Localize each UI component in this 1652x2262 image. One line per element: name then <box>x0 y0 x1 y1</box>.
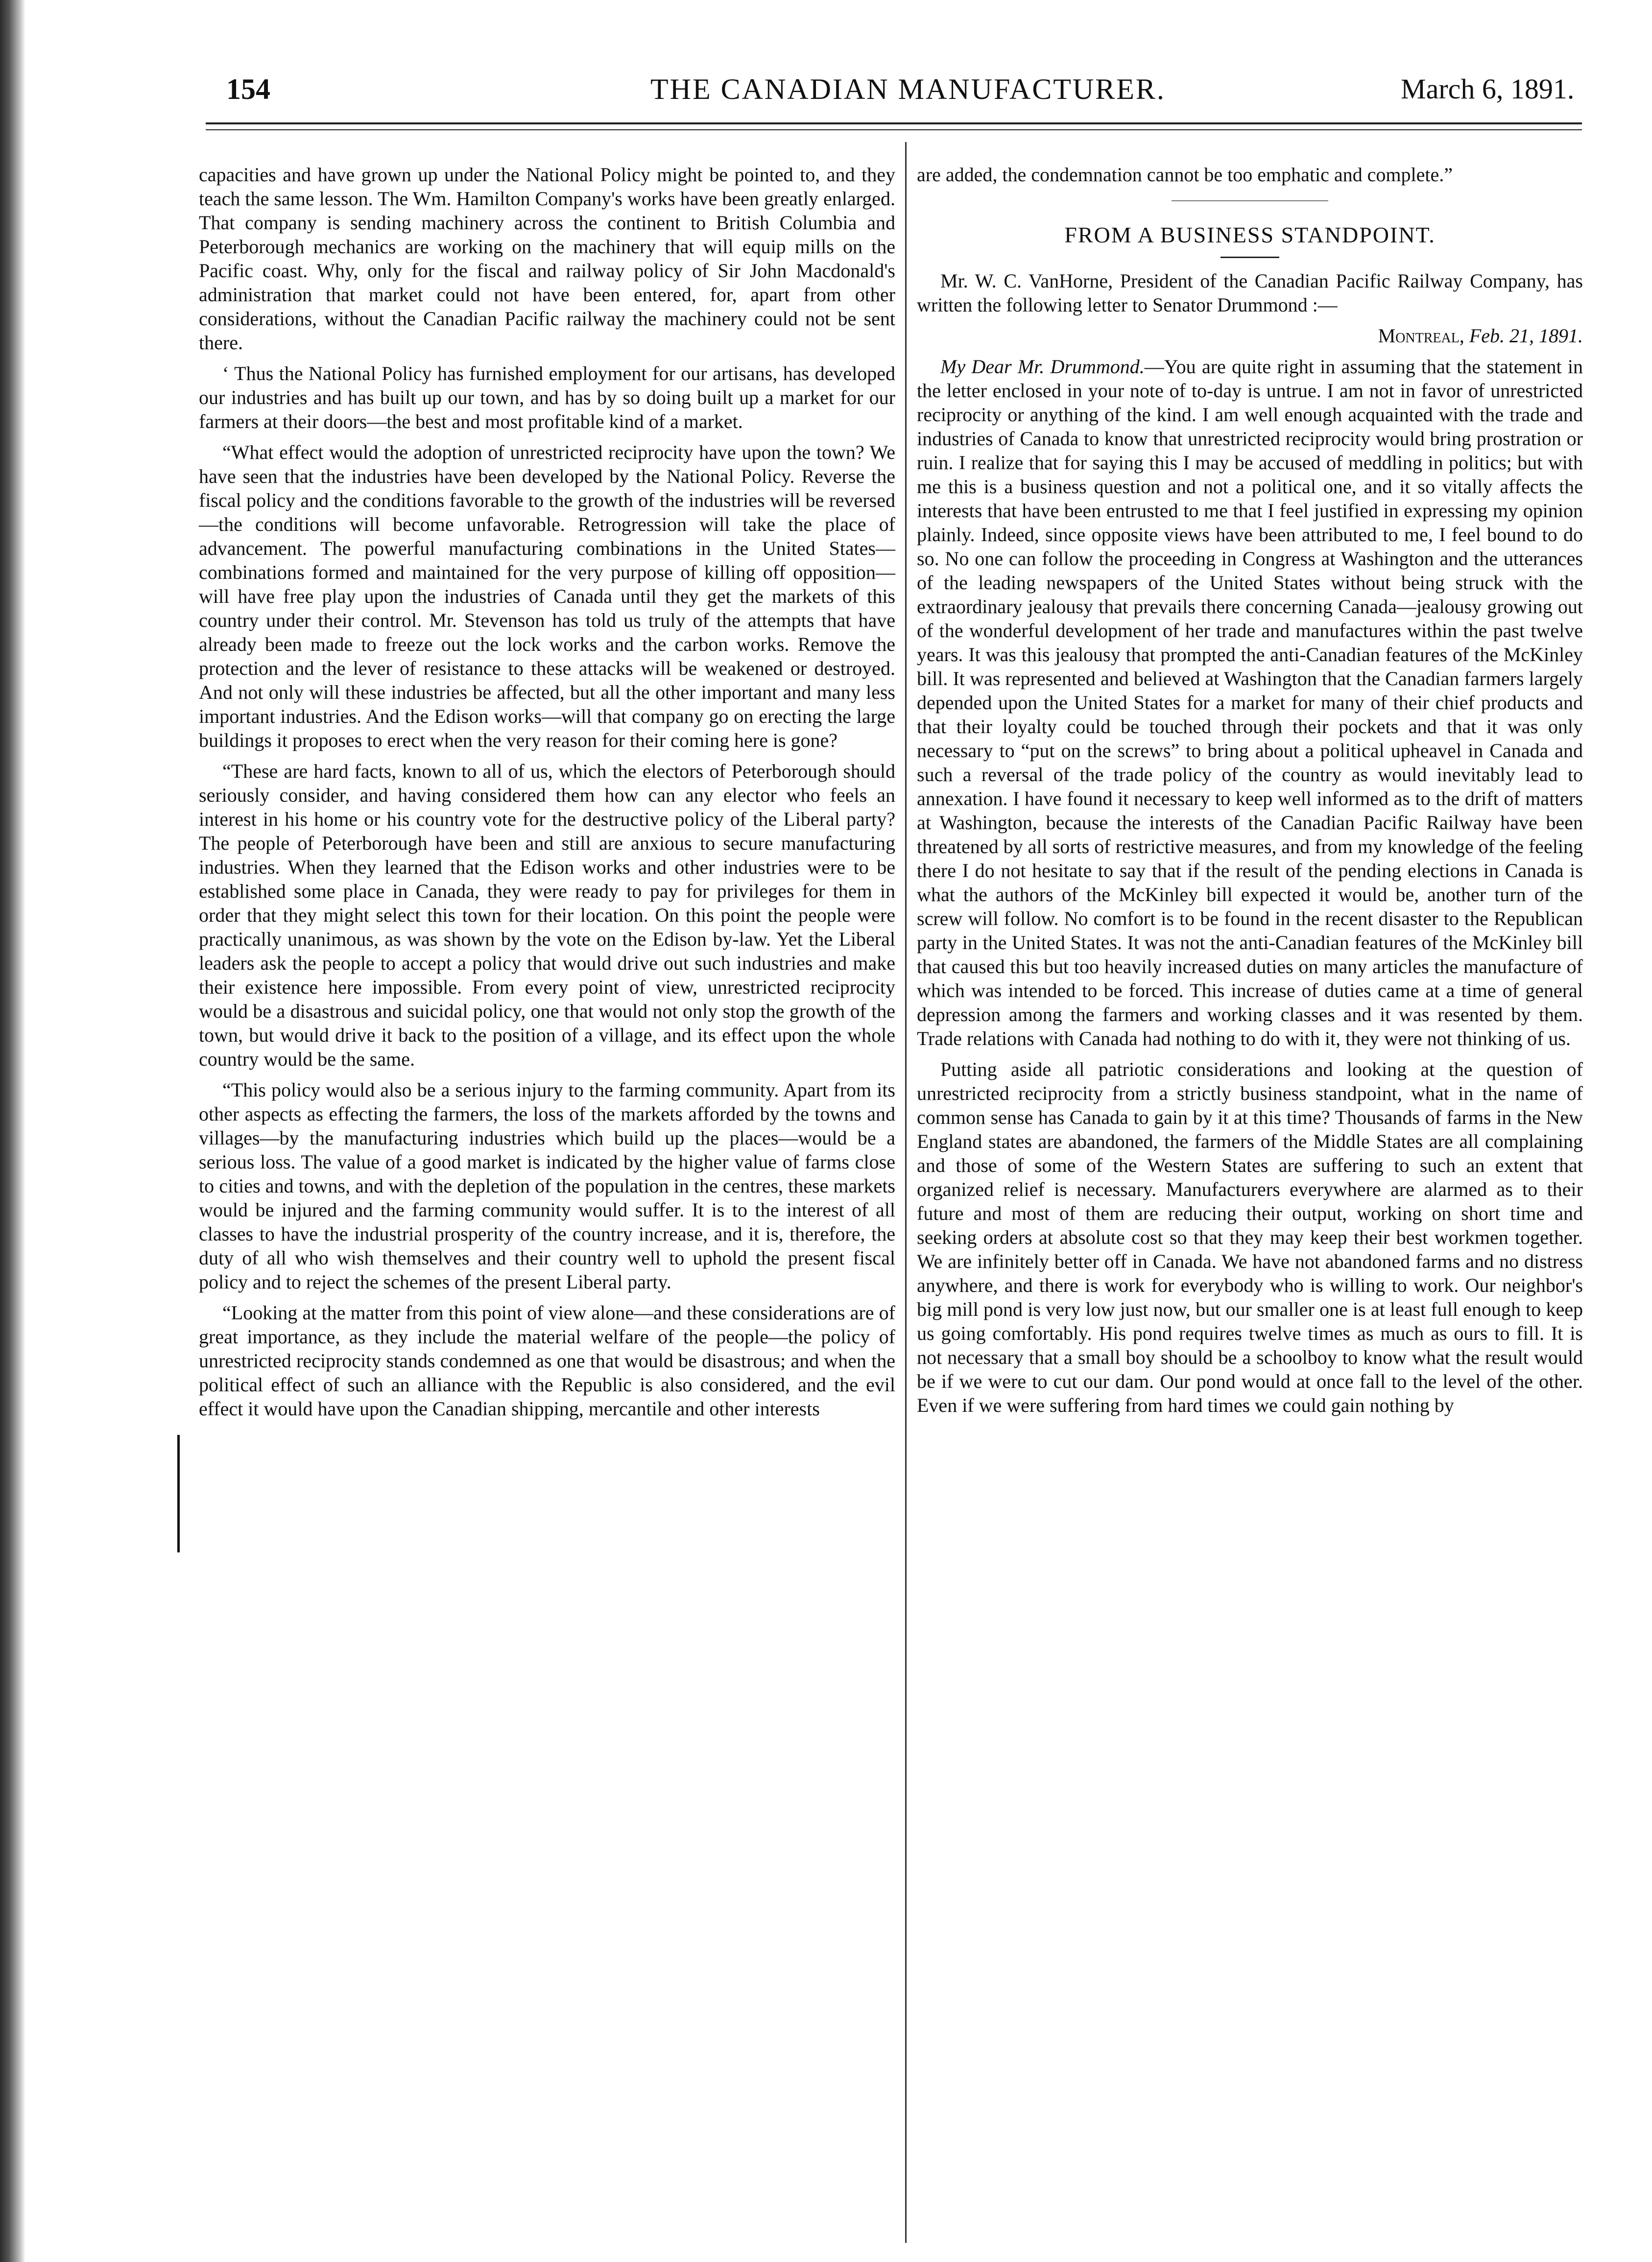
left-paragraph-5: “This policy would also be a serious injury to the farming community. Apart from its other aspects as effecting the farmers, the loss of the markets afforded by the towns and villages—by the manufacturing industries which build up the places—would be a serious loss. The value of a good market is indicated by the higher value of farms close to cities and towns, and with the depletion of the population in the centres, these markets would be injured and the farming community would suffer. It is to the interest of all classes to have the industrial prosperity of the country increase, and it is, therefore, the duty of all who wish themselves and their country well to uphold the present fiscal policy and to reject the schemes of the present Liberal party. <box>199 1079 895 1293</box>
scan-binding-edge <box>0 0 25 2262</box>
dateline-place: Montreal, <box>1378 325 1464 347</box>
letter-paragraph-2: Putting aside all patriotic considerations and looking at the question of unrestricted reciprocity from a strictly business standpoint, what in the name of common sense has Canada to gain by it at this time? Thousands of farms in the New England states are abandoned, the farmers of the Middle States are all complaining and those of some of the Western States are suffering to such an extent that organized relief is necessary. Manufacturers everywhere are alarmed as to their future and most of them are reducing their output, working on short time and seeking orders at absolute cost so that they may keep their best workmen together. We are infinitely better off in Canada. We have not abandoned farms and no distress anywhere, and there is work for everybody who is willing to work. Our neighbor's big mill pond is very low just now, but our smaller one is at least full enough to keep us going comfortably. His pond requires twelve times as much as ours to fill. It is not necessary that a small boy should be a schoolboy to know what the result would be if we were to cut our dam. Our pond would at once fall to the level of the other. Even if we were suffering from hard times we could gain nothing by <box>917 1058 1583 1416</box>
journal-title: THE CANADIAN MANUFACTURER. <box>650 73 1166 105</box>
header-rule-thin <box>206 129 1582 130</box>
left-paragraph-6: “Looking at the matter from this point of view alone—and these considerations are of great importance, as they include the material welfare of the people—the policy of unrestricted reciprocity stands condemned as one that would be disastrous; and when the political effect of such an alliance with the Republic is also considered, and the evil effect it would have upon the Canadian shipping, mercantile and other interests <box>199 1302 895 1420</box>
page-number: 154 <box>226 73 270 105</box>
letter-paragraph-1 <box>917 355 1583 1050</box>
section-separator <box>1172 200 1328 201</box>
left-paragraph-1: capacities and have grown up under the National Policy might be pointed to, and they teach the same lesson. The Wm. Hamilton Company's works have been greatly enlarged. That company is sending machinery across the continent to British Columbia and Peterborough mechanics are working on the machinery that will equip mills on the Pacific coast. Why, only for the fiscal and railway policy of Sir John Macdonald's administration that market could not have been entered, for, apart from other considerations, without the Canadian Pacific railway the machinery could not be sent there. <box>199 164 895 354</box>
right-column <box>917 163 1583 1424</box>
header-rule <box>206 122 1582 124</box>
left-paragraph-4: “These are hard facts, known to all of us, which the electors of Peterborough should seriously consider, and having considered them how can any elector who feels an interest in his home or his country vote for the destructive policy of the Liberal party? The people of Peterborough have been and still are anxious to secure manufacturing industries. When they learned that the Edison works and other industries were to be established some place in Canada, they were ready to pay for privileges for them in order that they might select this town for their location. On this point the people were practically unanimous, as was shown by the vote on the Edison by-law. Yet the Liberal leaders ask the people to accept a policy that would drive out such industries and make their existence here impossible. From every point of view, unrestricted reciprocity would be a disastrous and suicidal policy, one that would not only stop the growth of the town, but would drive it back to the position of a village, and its effect upon the whole country would be the same. <box>199 760 895 1070</box>
letter-salutation: My Dear Mr. Drummond. <box>940 356 1145 378</box>
letter-body-1: —You are quite right in assuming that the statement in the letter enclosed in your note of to-day is untrue. I am not in favor of unrestricted reciprocity or anything of the kind. I am well enough acquainted with the trade and industries of Canada to know that unrestricted reciprocity would bring prostration or ruin. I realize that for saying this I may be accused of meddling in politics; but with me this is a business question and not a political one, and it so vitally affects the interests that have been entrusted to me that I feel justified in expressing my opinion plainly. Indeed, since opposite views have been attributed to me, I feel bound to do so. No one can follow the proceeding in Congress at Washington and the utterances of the leading newspapers of the United States without being struck with the extraordinary jealousy that prevails there concerning Canada—jealousy growing out of the wonderful development of her trade and manufactures within the past twelve years. It was this jealousy that prompted the anti-Canadian features of the McKinley bill. It was represented and believed at Washington that the Canadian farmers largely depended upon the United States for a market for many of their chief products and that their loyalty could be touched through their pockets and that it was only necessary to “put on the screws” to bring about a political upheavel in Canada and such a reversal of the trade policy of the country as would inevitably lead to annexation. I have found it necessary to keep well informed as to the drift of matters at Washington, because the interests of the Canadian Pacific Railway have been threatened by all sorts of restrictive measures, and from my knowledge of the feeling there I do not hesitate to say that if the result of the pending elections in Canada is what the authors of the McKinley bill expected it would be, another turn of the screw will follow. No comfort is to be found in the recent disaster to the Republican party in the United States. It was not the anti-Canadian features of the McKinley bill that caused this but too heavily increased duties on many articles the manufacture of which was intended to be forced. This increase of duties came at a time of general depression among the farmers and working classes and it was resented by them. Trade relations with Canada had nothing to do with it, they were not thinking of us. <box>917 356 1583 1049</box>
right-paragraph-1: are added, the condemnation cannot be too emphatic and complete.” <box>917 164 1453 186</box>
letter-dateline <box>917 324 1583 348</box>
issue-date: March 6, 1891. <box>1401 73 1575 105</box>
section-heading: FROM A BUSINESS STANDPOINT. <box>1064 222 1436 247</box>
margin-mark <box>177 1435 180 1552</box>
heading-rule <box>1221 257 1279 258</box>
dateline-date: Feb. 21, 1891. <box>1469 325 1583 347</box>
left-paragraph-3: “What effect would the adoption of unrestricted reciprocity have upon the town? We have seen that the industries have been developed by the National Policy. Reverse the fiscal policy and the conditions favorable to the growth of the industries will be reversed—the conditions will become unfavorable. Retrogression will take the place of advancement. The powerful manufacturing combinations in the United States—combinations formed and maintained for the very purpose of killing off opposition—will have free play upon the industries of Canada until they get the markets of this country under their control. Mr. Stevenson has told us truly of the attempts that have already been made to freeze out the lock works and the carbon works. Remove the protection and the lever of resistance to these attacks will be weakened or destroyed. And not only will these industries be affected, but all the other important and many less important industries. And the Edison works—will that company go on erecting the large buildings it proposes to erect when the very reason for their coming here is gone? <box>199 441 895 751</box>
left-column <box>199 163 895 1428</box>
column-divider <box>905 142 907 2243</box>
letter-intro: Mr. W. C. VanHorne, President of the Canadian Pacific Railway Company, has written the following letter to Senator Drummond :— <box>917 270 1583 316</box>
left-paragraph-2: ‘ Thus the National Policy has furnished employment for our artisans, has developed our industries and has built up our town, and has by so doing built up a market for our farmers at their doors—the best and most profitable kind of a market. <box>199 362 895 432</box>
